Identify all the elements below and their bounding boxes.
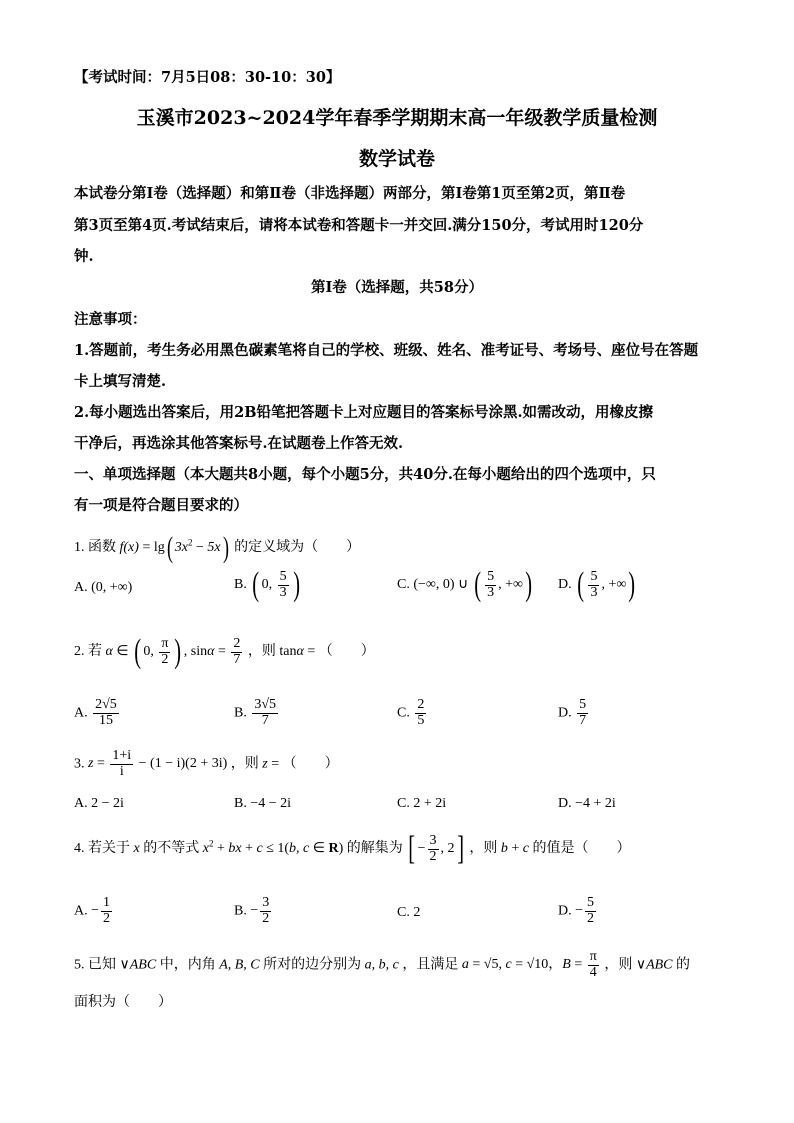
option-value: − $\frac{5}{2}$ (575, 895, 595, 926)
option-value: −4 + 2i (575, 796, 616, 811)
option-label: B. (234, 705, 247, 721)
option-value: 2 + 2i (413, 796, 447, 811)
formula: A, B, C (219, 957, 260, 973)
question-5-line-2: 面积为（ ） (74, 995, 172, 1010)
question-text: 的 (676, 957, 691, 973)
question-text: 若 (88, 644, 102, 660)
exam-subtitle: 数学试卷 (358, 148, 435, 170)
question-text: 已知 (88, 957, 116, 973)
question-2 (74, 635, 375, 669)
option-value: − $\frac{1}{2}$ (91, 895, 111, 926)
question-text: ，且满足 (402, 957, 459, 973)
question-number: 5. (74, 957, 85, 973)
option-a (74, 580, 132, 596)
question-text: 的解集为 (346, 841, 403, 857)
option-label: C. (397, 796, 410, 811)
notes-heading: 注意事项： (74, 311, 147, 328)
question-text: 函数 (88, 540, 116, 556)
option-label: D. (558, 577, 572, 593)
intro-line-1: 本试卷分第Ⅰ卷（选择题）和第Ⅱ卷（非选择题）两部分，第Ⅰ卷第1页至第2页，第Ⅱ卷 (74, 185, 626, 202)
question-text: 的值是（ ） (532, 841, 631, 857)
option-label: A. (74, 580, 88, 595)
question-number: 1. (74, 540, 85, 556)
note-2-line-1: 2.每小题选出答案后，用2B铅笔把答题卡上对应题目的答案标号涂黑.如需改动，用橡皮擦 (74, 404, 654, 421)
option-label: A. (74, 796, 88, 811)
option-c (397, 568, 534, 602)
question-text: （ ） (318, 644, 375, 660)
intro-line-3: 钟. (74, 248, 94, 265)
question-text: 中，内角 (159, 957, 216, 973)
formula: a = √5, c = √10，B = $\frac{\pi}{4}$ (461, 949, 597, 980)
option-value: 2 (413, 905, 421, 920)
option-b (234, 698, 280, 728)
question-text: ，则 (230, 756, 259, 772)
option-label: B. (234, 796, 247, 811)
option-value: $\frac{3√5}{7}$ (254, 697, 277, 728)
option-label: D. (558, 705, 572, 721)
option-value: −4 − 2i (250, 796, 292, 811)
formula: ∨ABC (635, 957, 673, 973)
option-value: $\frac{2}{5}$ (417, 697, 425, 728)
option-label: D. (558, 796, 572, 811)
option-label: B. (234, 577, 247, 593)
option-b (234, 568, 302, 602)
formula: a, b, c (364, 957, 399, 973)
option-value: $\frac{2√5}{15}$ (95, 697, 117, 728)
exam-time: 【考试时间：7月5日08：30-10：30】 (74, 69, 341, 86)
question-text: 若关于 (88, 841, 130, 857)
question-text: ，则 (247, 644, 276, 660)
part-1-line-1: 一、单项选择题（本大题共8小题，每个小题5分，共40分.在每小题给出的四个选项中，只 (74, 466, 656, 483)
option-label: C. (397, 577, 410, 593)
question-number: 4. (74, 841, 85, 857)
question-text: 所对的边分别为 (263, 957, 362, 973)
option-d (558, 796, 616, 812)
option-b (234, 896, 273, 926)
option-label: C. (397, 705, 410, 721)
note-2-line-2: 干净后，再选涂其他答案标号.在试题卷上作答无效. (74, 435, 404, 452)
question-text: 的定义域为（ ） (234, 540, 361, 556)
formula: f(x) = lg( $3x^2 - 5x$) (119, 531, 229, 564)
question-number: 3. (74, 756, 85, 772)
question-1 (74, 533, 360, 563)
option-d (558, 698, 590, 728)
option-label: B. (234, 903, 247, 919)
option-value: 2 − 2i (91, 796, 124, 811)
note-1-line-1: 1.答题前，考生务必用黑色碳素笔将自己的学校、班级、姓名、准考证号、考场号、座位号在答题 (74, 342, 699, 359)
option-d (558, 568, 638, 602)
option-a (74, 896, 114, 926)
option-value: $\frac{5}{7}$ (579, 697, 587, 728)
formula: $x^2$ + bx + c ≤ 1(b, c ∈ R) (202, 838, 344, 857)
formula: [ − $\frac{3}{2}$ , 2] (408, 830, 464, 867)
section-1-title: 第Ⅰ卷（选择题，共58分） (311, 279, 483, 296)
option-label: A. (74, 903, 88, 919)
option-value: ( 0, $\frac{5}{3}$ ) (252, 566, 300, 603)
option-value: − $\frac{3}{2}$ (250, 895, 270, 926)
intro-line-2: 第3页至第4页.考试结束后，请将本试卷和答题卡一并交回.满分150分，考试用时120分 (74, 217, 644, 234)
option-d (558, 896, 598, 926)
option-b (234, 796, 291, 812)
option-a (74, 796, 124, 812)
question-3 (74, 749, 339, 779)
formula: tanα = (279, 644, 316, 660)
option-c (397, 796, 446, 812)
exam-title: 玉溪市2023~2024学年春季学期期末高一年级教学质量检测 (136, 107, 658, 129)
option-c (397, 905, 420, 921)
option-value: (−∞, 0) ∪ ( $\frac{5}{3}$ , +∞) (413, 566, 533, 603)
option-label: C. (397, 905, 410, 920)
question-text: ，则 (604, 957, 633, 973)
option-label: D. (558, 903, 572, 919)
question-4 (74, 832, 630, 866)
formula: z = $\frac{1+i}{i}$ − (1 − i)(2 + 3i) (88, 748, 228, 779)
formula: z = (262, 756, 280, 772)
formula: b + c (500, 841, 529, 857)
option-value: ( $\frac{5}{3}$ , +∞) (577, 566, 636, 603)
formula: α ∈ ( 0, $\frac{\pi}{2}$ ) , sinα = $\frac{2}{7}$ (105, 633, 241, 670)
question-text: 的不等式 (143, 841, 200, 857)
option-c (397, 698, 428, 728)
question-5 (74, 950, 690, 980)
option-value: (0, +∞) (91, 580, 133, 595)
question-number: 2. (74, 644, 85, 660)
option-label: A. (74, 705, 88, 721)
formula: x (133, 841, 140, 857)
note-1-line-2: 卡上填写清楚. (74, 373, 167, 390)
part-1-line-2: 有一项是符合题目要求的） (74, 497, 248, 514)
option-a (74, 698, 121, 728)
question-text: （ ） (282, 756, 339, 772)
formula: ∨ABC (119, 957, 157, 973)
question-text: ，则 (469, 841, 498, 857)
